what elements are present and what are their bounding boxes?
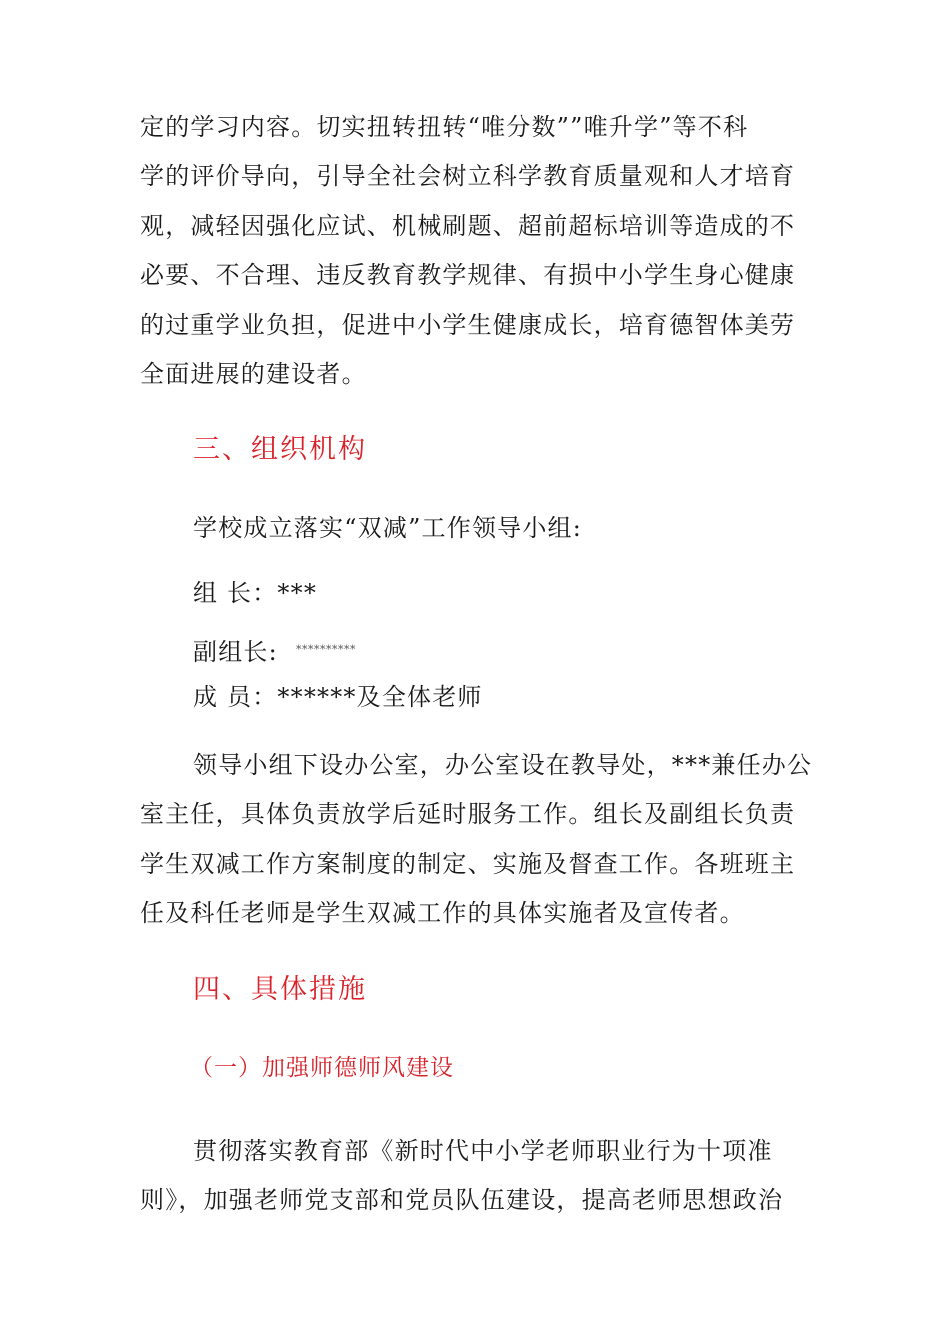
- deputy-label: 副组长:: [193, 638, 278, 666]
- paragraph-line: 全面进展的建设者。: [140, 360, 367, 388]
- paragraph-line: 定的学习内容。切实扭转扭转“唯分数””唯升学”等不科: [140, 113, 749, 141]
- leader-line: 组 长：***: [193, 579, 318, 607]
- paragraph-line: 室主任，具体负责放学后延时服务工作。组长及副组长负责: [140, 800, 796, 828]
- paragraph-line: 学生双减工作方案制度的制定、实施及督查工作。各班班主: [140, 850, 796, 878]
- paragraph-line: 必要、不合理、违反教育教学规律、有损中小学生身心健康: [140, 261, 796, 289]
- paragraph-line: 领导小组下设办公室，办公室设在教导处，***兼任办公: [193, 751, 813, 779]
- group-intro: 学校成立落实“双减”工作领导小组:: [193, 514, 583, 542]
- paragraph-line: 观，减轻因强化应试、机械刷题、超前超标培训等造成的不: [140, 212, 796, 240]
- deputy-value: **********: [296, 643, 356, 656]
- paragraph-line: 的过重学业负担，促进中小学生健康成长，培育德智体美劳: [140, 311, 796, 339]
- section-heading: 三、组织机构: [193, 434, 367, 465]
- section-heading: 四、具体措施: [193, 974, 367, 1005]
- paragraph-line: 学的评价导向，引导全社会树立科学教育质量观和人才培育: [140, 162, 796, 190]
- paragraph-line: 则》，加强老师党支部和党员队伍建设，提高老师思想政治: [140, 1186, 784, 1214]
- paragraph-line: 贯彻落实教育部《新时代中小学老师职业行为十项准: [193, 1137, 773, 1165]
- sub-heading: （一）加强师德师风建设: [190, 1055, 454, 1081]
- members-line: 成 员：******及全体老师: [193, 683, 483, 711]
- paragraph-line: 任及科任老师是学生双减工作的具体实施者及宣传者。: [140, 899, 745, 927]
